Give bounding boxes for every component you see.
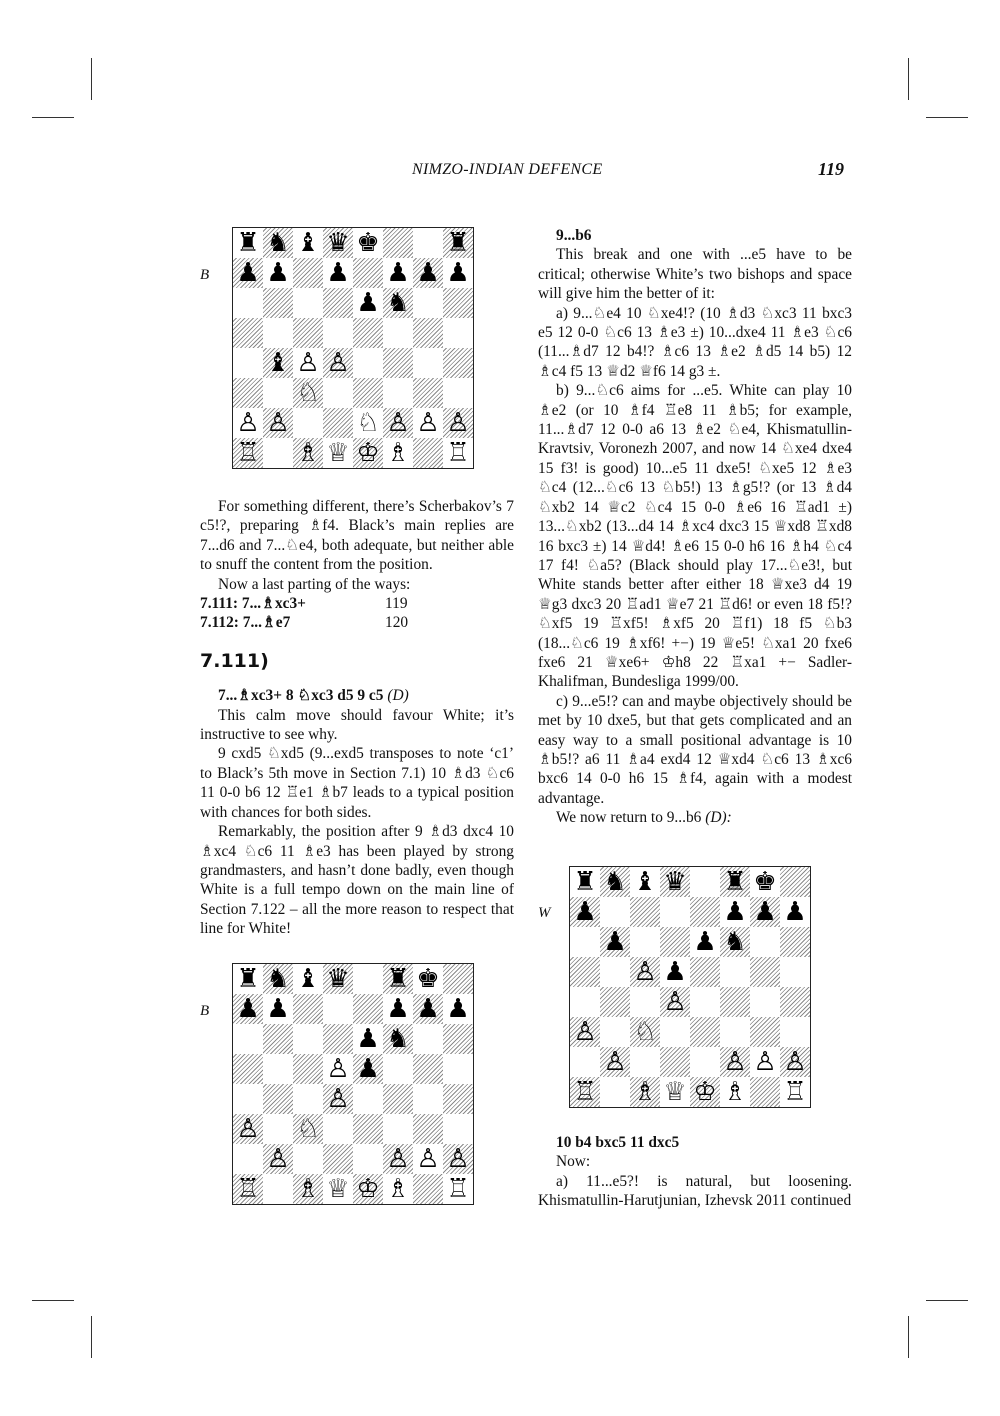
chess-piece-icon: ♗: [386, 438, 410, 468]
board-square: [630, 927, 660, 957]
side-to-move-label: W: [538, 905, 551, 921]
chess-piece-icon: ♙: [326, 1084, 350, 1114]
crop-mark: [908, 1316, 909, 1358]
board-square: [750, 1077, 780, 1107]
crop-mark: [91, 58, 92, 100]
board-square: [690, 957, 720, 987]
board-square: [413, 1174, 443, 1204]
board-square: [413, 438, 443, 468]
board-square: [323, 994, 353, 1024]
chess-piece-icon: ♘: [296, 1114, 320, 1144]
diagram-ref: (D):: [705, 809, 732, 827]
chess-piece-icon: ♞: [386, 1024, 410, 1054]
chess-piece-icon: ♜: [236, 964, 260, 994]
board-square: [233, 1054, 263, 1084]
heading-moves: 10 b4 bxc5 11 dxc5: [556, 1134, 680, 1151]
chess-piece-icon: ♟: [663, 957, 687, 987]
chess-piece-icon: ♙: [266, 408, 290, 438]
chess-piece-icon: ♙: [723, 1047, 747, 1077]
board-square: [293, 994, 323, 1024]
board-square: [383, 1084, 413, 1114]
board-square: [383, 348, 413, 378]
side-to-move-label: B: [200, 1003, 210, 1019]
chess-piece-icon: ♙: [326, 1054, 350, 1084]
chess-piece-icon: ♞: [386, 288, 410, 318]
variation-label: 7.112: 7...♗e7: [200, 614, 291, 632]
chess-piece-icon: ♙: [783, 1047, 807, 1077]
board-square: [413, 378, 443, 408]
chess-piece-icon: ♗: [386, 1174, 410, 1204]
chess-piece-icon: ♜: [723, 867, 747, 897]
chess-piece-icon: ♙: [326, 348, 350, 378]
crop-mark: [908, 58, 909, 100]
chess-piece-icon: ♙: [663, 987, 687, 1017]
board-square: [690, 867, 720, 897]
board-square: [293, 288, 323, 318]
board-square: [263, 1084, 293, 1114]
chess-piece-icon: ♗: [633, 1077, 657, 1107]
board-square: [660, 897, 690, 927]
board-square: [233, 318, 263, 348]
board-square: [293, 1024, 323, 1054]
board-square: [720, 957, 750, 987]
paragraph: a) 11...e5?! is natural, but loosening. Khismatullin-Harutjunian, Izhevsk 2011 continued: [538, 1172, 852, 1210]
chess-piece-icon: ♟: [753, 897, 777, 927]
board-square: [600, 1077, 630, 1107]
board-square: [750, 1017, 780, 1047]
board-square: [293, 1144, 323, 1174]
chess-piece-icon: ♙: [633, 957, 657, 987]
chess-piece-icon: ♙: [236, 408, 260, 438]
board-square: [690, 987, 720, 1017]
board-square: [383, 1114, 413, 1144]
chess-piece-icon: ♞: [723, 927, 747, 957]
board-square: [750, 957, 780, 987]
board-square: [263, 1054, 293, 1084]
board-square: [293, 1054, 323, 1084]
chess-piece-icon: ♟: [356, 1054, 380, 1084]
board-square: [780, 927, 810, 957]
chess-diagram-1: [232, 227, 474, 469]
chess-piece-icon: ♘: [356, 408, 380, 438]
board-square: [413, 228, 443, 258]
chess-piece-icon: ♞: [266, 964, 290, 994]
board-square: [600, 897, 630, 927]
board-square: [780, 987, 810, 1017]
chess-piece-icon: ♚: [356, 228, 380, 258]
board-square: [263, 378, 293, 408]
board-square: [353, 348, 383, 378]
board-square: [353, 1084, 383, 1114]
paragraph: Now:: [556, 1153, 591, 1171]
crop-mark: [926, 1300, 968, 1301]
paragraph: Remarkably, the position after 9 ♗d3 dxc4 10 ♗xc4 ♘c6 11 ♗e3 has been played by strong grandmasters, and hasn’t done badly, even though White is a full tempo down on the main line of Section 7.122 – all the more reason to respect that line for White!: [200, 823, 514, 938]
chess-piece-icon: ♜: [236, 228, 260, 258]
board-square: [383, 1054, 413, 1084]
board-square: [413, 1024, 443, 1054]
board-square: [750, 927, 780, 957]
board-square: [413, 1084, 443, 1114]
return-text: We now return to 9...b6: [556, 809, 702, 827]
board-square: [570, 1047, 600, 1077]
right-column-upper: [538, 226, 852, 828]
chess-piece-icon: ♟: [236, 258, 260, 288]
variation-index-row: [200, 594, 514, 613]
board-square: [443, 348, 473, 378]
board-square: [323, 378, 353, 408]
paragraph: This calm move should favour White; it’s instructive to see why.: [200, 706, 514, 744]
board-square: [443, 378, 473, 408]
chess-piece-icon: ♟: [266, 994, 290, 1024]
paragraph: 9 cxd5 ♘xd5 (9...exd5 transposes to note ‘c1’ to Black’s 5th move in Section 7.1) 10 ♗d3 ♘c6 11 0-0 b6 12 ♖e1 ♗b7 leads to a typical position with chances for both sides.: [200, 745, 514, 821]
board-square: [323, 288, 353, 318]
board-square: [263, 288, 293, 318]
chess-piece-icon: ♝: [633, 867, 657, 897]
board-square: [293, 318, 323, 348]
chess-piece-icon: ♟: [693, 927, 717, 957]
chess-piece-icon: ♛: [663, 867, 687, 897]
chess-piece-icon: ♘: [633, 1017, 657, 1047]
chess-piece-icon: ♙: [416, 408, 440, 438]
chess-piece-icon: ♔: [356, 1174, 380, 1204]
board-square: [323, 318, 353, 348]
board-square: [570, 987, 600, 1017]
board-square: [780, 957, 810, 987]
board-square: [383, 378, 413, 408]
chess-piece-icon: ♗: [296, 1174, 320, 1204]
board-square: [413, 288, 443, 318]
crop-mark: [32, 1300, 74, 1301]
heading-moves: 9...b6: [556, 227, 592, 244]
crop-mark: [926, 117, 968, 118]
chess-piece-icon: ♞: [603, 867, 627, 897]
board-square: [263, 1114, 293, 1144]
chess-piece-icon: ♔: [693, 1077, 717, 1107]
paragraph: a) 9...♘e4 10 ♘xe4!? (10 ♗d3 ♘xc3 11 bxc3 e5 12 0-0 ♘c6 13 ♗e3 ±) 10...dxe4 11 ♗e3 ♘c6 (11...♗d7 12 b4!? ♗c6 13 ♗e2 ♗d5 14 b5) 12 ♗c4 f5 13 ♕d2 ♕f6 14 g3 ±.: [538, 304, 852, 380]
chess-piece-icon: ♝: [266, 348, 290, 378]
diagram-ref: (D): [387, 687, 409, 705]
board-square: [600, 1017, 630, 1047]
paragraph: Now a last parting of the ways:: [218, 575, 411, 593]
board-square: [720, 987, 750, 1017]
chess-piece-icon: ♙: [446, 408, 470, 438]
paragraph: b) 9...♘c6 aims for ...e5. White can play 10 ♗e2 (or 10 ♗f4 ♖e8 11 ♗b5; for example, 11...♗d7 12 0-0 a6 13 ♗e2 ♘e4, Khismatullin-Kravtsiv, Voronezh 2007, and now 14 ♘xe4 dxe4 15 f3! is good) 10...e5 11 dxe5! ♘xe5 12 ♗e3 ♘c4 (12...♘c6 13 ♘b5!) 13 ♗g5!? (or 13 ♗d4 ♘xb2 14 ♕c2 ♘c4 15 0-0 ♗e6 16 ♖ad1 ±) 13...♘xb2 (13...d4 14 ♗xc4 dxc3 15 ♕xd8 ♖xd8 16 bxc3 ±) 14 ♕d4! ♗e6 15 0-0 h6 16 ♗h4 ♘c4 17 f4! ♘a5? (Black should play 17...♘e3!, but White stands better after either 18 ♕xe3 d4 19 ♕g3 dxc3 20 ♖ad1 ♕e7 21 ♖d6! or even 18 f5!? ♘xf5 19 ♖xf5! ♗xf5 20 ♖f1) 18 f5 ♘b3 (18...♘c6 19 ♗xf6! +−) 19 ♕e5! ♘xa1 20 fxe6 fxe6 21 ♕xe6+ ♔h8 22 ♖xa1 +− Sadler-Khalifman, Bundesliga 1999/00.: [538, 382, 852, 691]
chess-piece-icon: ♙: [753, 1047, 777, 1077]
board-square: [690, 897, 720, 927]
chess-piece-icon: ♖: [446, 1174, 470, 1204]
chess-piece-icon: ♜: [573, 867, 597, 897]
chess-piece-icon: ♟: [386, 994, 410, 1024]
side-to-move-label: B: [200, 267, 210, 283]
board-square: [323, 1144, 353, 1174]
chess-piece-icon: ♟: [356, 288, 380, 318]
chess-piece-icon: ♙: [386, 1144, 410, 1174]
chess-piece-icon: ♙: [416, 1144, 440, 1174]
chess-piece-icon: ♕: [663, 1077, 687, 1107]
board-square: [383, 228, 413, 258]
chess-piece-icon: ♖: [236, 438, 260, 468]
chess-piece-icon: ♟: [446, 994, 470, 1024]
chess-piece-icon: ♟: [416, 258, 440, 288]
board-square: [630, 1047, 660, 1077]
board-square: [233, 378, 263, 408]
chess-piece-icon: ♙: [236, 1114, 260, 1144]
variation-label: 7.111: 7...♗xc3+: [200, 595, 306, 613]
chess-piece-icon: ♚: [416, 964, 440, 994]
board-square: [263, 1174, 293, 1204]
line-heading: [538, 1133, 852, 1152]
board-square: [353, 318, 383, 348]
chess-piece-icon: ♛: [326, 228, 350, 258]
paragraph: This break and one with ...e5 have to be critical; otherwise White’s two bishops and space will give him the better of it:: [538, 246, 852, 303]
board-square: [570, 957, 600, 987]
chess-piece-icon: ♝: [296, 228, 320, 258]
board-square: [570, 927, 600, 957]
board-square: [353, 378, 383, 408]
chess-piece-icon: ♚: [753, 867, 777, 897]
board-square: [630, 897, 660, 927]
chess-piece-icon: ♟: [326, 258, 350, 288]
chess-piece-icon: ♜: [446, 228, 470, 258]
board-square: [353, 964, 383, 994]
board-square: [233, 1024, 263, 1054]
chess-piece-icon: ♙: [296, 348, 320, 378]
board-square: [600, 987, 630, 1017]
chess-piece-icon: ♟: [603, 927, 627, 957]
left-column-upper: [200, 497, 514, 939]
variation-index-row: [200, 613, 514, 632]
running-header-title: NIMZO-INDIAN DEFENCE: [412, 161, 603, 178]
chess-diagram-3: [569, 866, 811, 1108]
chess-piece-icon: ♟: [386, 258, 410, 288]
board-square: [263, 438, 293, 468]
board-square: [353, 258, 383, 288]
main-line-moves: [200, 686, 514, 705]
chess-piece-icon: ♞: [266, 228, 290, 258]
board-square: [233, 348, 263, 378]
board-square: [383, 318, 413, 348]
right-column-lower: [538, 1133, 852, 1211]
chess-piece-icon: ♙: [266, 1144, 290, 1174]
board-square: [690, 1047, 720, 1077]
board-square: [630, 987, 660, 1017]
board-square: [413, 348, 443, 378]
chess-piece-icon: ♖: [446, 438, 470, 468]
chess-piece-icon: ♘: [296, 378, 320, 408]
paragraph: c) 9...e5!? can and maybe objectively should be met by 10 dxe5, but that gets complicated and an easy way to a small positional advantage is 10 ♗b5!? a6 11 ♗a4 exd4 12 ♕xd4 ♘c6 13 ♗xc6 bxc6 14 0-0 h6 15 ♗f4, again with a modest advantage.: [538, 692, 852, 807]
board-square: [293, 408, 323, 438]
chess-piece-icon: ♖: [236, 1174, 260, 1204]
chess-piece-icon: ♟: [416, 994, 440, 1024]
chess-piece-icon: ♟: [723, 897, 747, 927]
board-square: [780, 867, 810, 897]
chess-piece-icon: ♗: [296, 438, 320, 468]
board-square: [750, 987, 780, 1017]
chess-piece-icon: ♔: [356, 438, 380, 468]
chess-piece-icon: ♙: [386, 408, 410, 438]
board-square: [233, 288, 263, 318]
board-square: [233, 1144, 263, 1174]
board-square: [323, 1114, 353, 1144]
crop-mark: [91, 1316, 92, 1358]
chess-piece-icon: ♛: [326, 964, 350, 994]
board-square: [660, 1047, 690, 1077]
board-square: [443, 318, 473, 348]
section-heading: 7.111): [200, 649, 269, 672]
board-square: [443, 1024, 473, 1054]
board-square: [780, 1017, 810, 1047]
board-square: [413, 318, 443, 348]
board-square: [720, 1017, 750, 1047]
board-square: [690, 1017, 720, 1047]
board-square: [233, 1084, 263, 1114]
crop-mark: [32, 117, 74, 118]
board-square: [413, 1114, 443, 1144]
chess-piece-icon: ♟: [573, 897, 597, 927]
board-square: [660, 927, 690, 957]
chess-piece-icon: ♕: [326, 438, 350, 468]
board-square: [293, 1084, 323, 1114]
board-square: [443, 1114, 473, 1144]
variation-page: 119: [385, 595, 408, 613]
paragraph: For something different, there’s Scherbakov’s 7 c5!?, preparing ♗f4. Black’s main replies are 7...d6 and 7...♘e4, both adequate, but neither able to snuff the content from the position.: [200, 498, 514, 574]
board-square: [443, 288, 473, 318]
chess-piece-icon: ♟: [446, 258, 470, 288]
chess-piece-icon: ♖: [573, 1077, 597, 1107]
chess-piece-icon: ♟: [266, 258, 290, 288]
chess-piece-icon: ♟: [236, 994, 260, 1024]
board-square: [263, 318, 293, 348]
board-square: [263, 1024, 293, 1054]
chess-piece-icon: ♕: [326, 1174, 350, 1204]
board-square: [323, 408, 353, 438]
chess-diagram-2: [232, 963, 474, 1205]
variation-page: 120: [385, 614, 409, 632]
board-square: [353, 994, 383, 1024]
board-square: [600, 957, 630, 987]
page-number: 119: [818, 159, 845, 179]
paragraph: [538, 808, 852, 827]
board-square: [443, 1084, 473, 1114]
line-heading: [538, 226, 852, 245]
chess-piece-icon: ♙: [446, 1144, 470, 1174]
board-square: [660, 1017, 690, 1047]
chess-piece-icon: ♟: [783, 897, 807, 927]
chess-piece-icon: ♙: [603, 1047, 627, 1077]
board-square: [293, 258, 323, 288]
chess-piece-icon: ♟: [356, 1024, 380, 1054]
board-square: [353, 1114, 383, 1144]
moves-bold: 7...♗xc3+ 8 ♘xc3 d5 9 c5: [218, 687, 384, 705]
board-square: [353, 1144, 383, 1174]
chess-piece-icon: ♙: [573, 1017, 597, 1047]
chess-piece-icon: ♗: [723, 1077, 747, 1107]
chess-piece-icon: ♝: [296, 964, 320, 994]
board-square: [443, 1054, 473, 1084]
board-square: [443, 964, 473, 994]
chess-piece-icon: ♜: [386, 964, 410, 994]
board-square: [413, 1054, 443, 1084]
board-square: [323, 1024, 353, 1054]
chess-piece-icon: ♖: [783, 1077, 807, 1107]
